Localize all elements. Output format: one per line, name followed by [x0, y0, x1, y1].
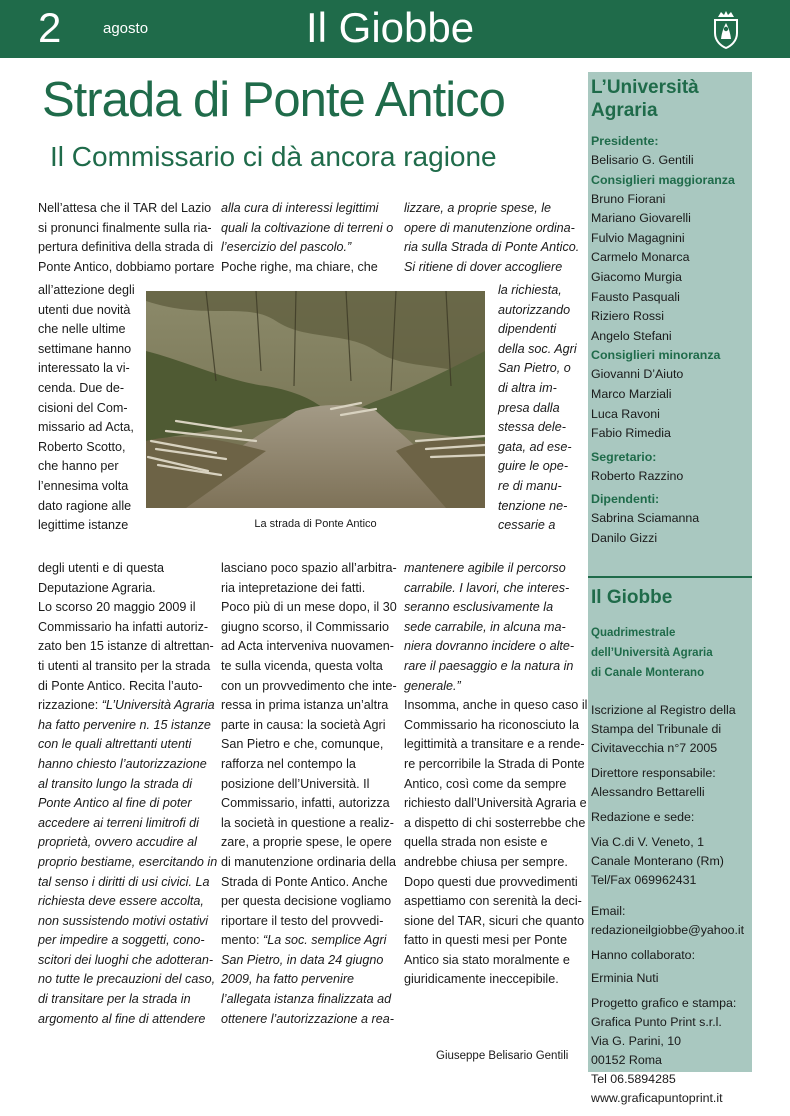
- text-span: rizzazione:: [38, 698, 102, 713]
- text-line: Dopo questi due provvedimenti: [404, 874, 578, 889]
- road-photo: [146, 291, 485, 508]
- quote-line: mantenere agibile il percorso: [404, 561, 566, 575]
- quote-line: seranno esclusivamente la: [404, 600, 554, 615]
- text-line: la società in questione a realiz-: [221, 815, 394, 830]
- page-header: [0, 0, 790, 58]
- member-name: Giacomo Murgia: [591, 269, 682, 284]
- col1-wrap-text: [38, 281, 138, 536]
- minoranza-label: Consiglieri minoranza: [591, 348, 721, 363]
- giobbe-desc: dell’Università Agraria: [591, 647, 713, 659]
- text-line: dato ragione alle: [38, 498, 132, 513]
- text-line: zare, a proprie spese, le opere: [221, 835, 392, 850]
- quote-line: proprietà, ovvero accudire al: [38, 835, 197, 850]
- text-line: Deputazione Agraria.: [38, 580, 156, 595]
- quote-line: quali la coltivazione di terreni o: [221, 220, 394, 235]
- member-name: Bruno Fiorani: [591, 191, 666, 206]
- quote-line: di altra im-: [498, 380, 557, 395]
- quote-line: tenzione ne-: [498, 498, 568, 513]
- redazione-text: Tel/Fax 069962431: [591, 873, 697, 887]
- quote-line: non sussistendo motivi ostativi: [38, 913, 209, 928]
- collaborato-name: Erminia Nuti: [591, 971, 659, 985]
- text-line: legittimità a transitare e a rende-: [404, 737, 585, 752]
- text-line: Commissario ha riconosciuto la: [404, 717, 579, 732]
- quote-line: dipendenti: [498, 322, 557, 337]
- text-line: [221, 931, 387, 951]
- col2-top-text: [221, 199, 394, 277]
- text-line: degli utenti e di questa: [38, 561, 165, 575]
- sidebar-title: Agraria: [591, 100, 658, 121]
- quote-line: di transitare per la strada in: [38, 992, 191, 1007]
- quote-line: guire le ope-: [498, 459, 569, 474]
- text-line: Strada di Ponte Antico. Anche: [221, 874, 388, 889]
- text-line: andrebbe chiusa per sempre.: [404, 854, 568, 869]
- member-name: Carmelo Monarca: [591, 250, 690, 265]
- text-line: Antico sia stato moralmente e: [404, 952, 570, 967]
- quote-line: l’esercizio del pascolo.”: [221, 240, 352, 255]
- text-line: legittime istanze: [38, 518, 129, 533]
- presidente-name: Belisario G. Gentili: [591, 153, 694, 167]
- text-line: posizione dell’Università. Il: [221, 776, 370, 791]
- quote-line: carrabile. I lavori, che interes-: [404, 580, 570, 595]
- text-line: ad Acta interveniva nuovamen-: [221, 639, 394, 654]
- maggioranza-label: Consiglieri maggioranza: [591, 172, 735, 187]
- quote-line: per impedire a soggetti, cono-: [38, 933, 205, 948]
- member-name: Riziero Rossi: [591, 309, 664, 324]
- member-name: Fabio Rimedia: [591, 426, 671, 441]
- photo-caption: La strada di Ponte Antico: [254, 518, 377, 530]
- email-label: Email:: [591, 904, 626, 918]
- text-line: lasciano poco spazio all’arbitra-: [221, 561, 397, 575]
- text-line: parte in causa: la società Agri: [221, 717, 386, 732]
- redazione-label: Redazione e sede:: [591, 810, 695, 824]
- text-line: con un provvedimento che inte-: [221, 678, 397, 693]
- text-line: rafforza nel contempo la: [221, 756, 356, 771]
- issue-month: agosto: [103, 20, 149, 37]
- member-name: Sabrina Sciamanna: [591, 511, 700, 526]
- text-line: Ponte Antico, dobbiamo portare: [38, 259, 215, 274]
- direttore-name: Alessandro Bettarelli: [591, 785, 705, 799]
- presidente-label: Presidente:: [591, 134, 659, 148]
- col3-top-text: [404, 199, 580, 277]
- sidebar-title: L’Università: [591, 77, 699, 98]
- quote-line: ria sulla Strada di Ponte Antico.: [404, 240, 580, 255]
- text-line: re percorribile la Strada di Ponte: [404, 756, 585, 771]
- text-line: che nelle ultime: [38, 322, 126, 337]
- quote-line: ha fatto pervenire n. 15 istanze: [38, 717, 211, 732]
- redazione-text: Via C.di V. Veneto, 1: [591, 835, 704, 849]
- text-line: [38, 696, 215, 716]
- member-name: Angelo Stefani: [591, 328, 672, 343]
- article-subtitle: Il Commissario ci dà ancora ragione: [50, 141, 497, 172]
- quote-line: cessarie a: [498, 518, 556, 533]
- iscrizione-text: Iscrizione al Registro della: [591, 703, 736, 717]
- quote-line: Ponte Antico al fine di poter: [38, 796, 192, 811]
- col1-main-text: [38, 559, 218, 1029]
- text-line: te sulla vicenda, questa volta: [221, 658, 383, 673]
- progetto-text: Progetto grafico e stampa:: [591, 996, 737, 1010]
- text-line: Nell’attesa che il TAR del Lazio: [38, 201, 212, 215]
- text-line: per questa decisione vogliamo: [221, 894, 392, 909]
- text-line: a dispetto di chi sosterrebbe che: [404, 815, 586, 830]
- text-line: utenti due novità: [38, 302, 131, 317]
- quote-line: no tutte le precauzioni del caso,: [38, 972, 216, 987]
- quote-line: scitori dei luoghi che adotteran-: [38, 952, 214, 967]
- dipendenti-label: Dipendenti:: [591, 492, 660, 507]
- sidebar-members: [591, 132, 751, 549]
- sidebar-colophon: [591, 586, 751, 1108]
- quote-line: lizzare, a proprie spese, le: [404, 201, 551, 215]
- quote-line: proprio bestiame, esercitando in: [38, 854, 218, 869]
- col2-main-text: [221, 559, 397, 1029]
- quote-line: autorizzando: [498, 302, 571, 317]
- text-line: all’attezione degli: [38, 283, 135, 297]
- quote-line: accedere ai terreni limitrofi di: [38, 815, 199, 830]
- giobbe-title: Il Giobbe: [591, 587, 673, 608]
- segretario-name: Roberto Razzino: [591, 468, 684, 483]
- text-line: interessato la vi-: [38, 361, 130, 376]
- sidebar-university-block: [591, 76, 751, 122]
- text-line: Poche righe, ma chiare, che: [221, 259, 378, 274]
- quote-line: opere di manutenzione ordina-: [404, 220, 575, 235]
- quote-line: San Pietro, o: [498, 361, 571, 376]
- quote-span: “L’Università Agraria: [101, 698, 215, 713]
- giobbe-desc: Quadrimestrale: [591, 627, 676, 639]
- text-line: pertura definitiva della strada di: [38, 240, 214, 255]
- text-line: San Pietro e che, comunque,: [221, 737, 384, 752]
- member-name: Luca Ravoni: [591, 406, 660, 421]
- text-line: settimane hanno: [38, 341, 132, 356]
- text-line: fatto in questi mesi per Ponte: [404, 933, 568, 948]
- quote-line: alla cura di interessi legittimi: [221, 201, 379, 215]
- text-line: ria intepretazione dei fatti.: [221, 580, 366, 595]
- col3-wrap-text: [498, 281, 577, 536]
- text-line: riportare il testo del provvedi-: [221, 913, 384, 928]
- quote-line: Si ritiene di dover accogliere: [404, 259, 563, 274]
- quote-line: tal senso i diritti di usi civici. La: [38, 874, 210, 889]
- text-line: Poco più di un mese dopo, il 30: [221, 600, 397, 615]
- quote-span: “La soc. semplice Agri: [263, 933, 387, 948]
- quote-line: argomento al fine di attendere: [38, 1011, 206, 1026]
- masthead-title: Il Giobbe: [306, 4, 475, 51]
- quote-line: al transito lungo la strada di: [38, 776, 193, 791]
- text-line: Antico, così come da sempre: [404, 776, 567, 791]
- text-line: aspettiamo con serenità la deci-: [404, 894, 582, 909]
- iscrizione-text: Stampa del Tribunale di: [591, 722, 722, 736]
- email-link[interactable]: redazioneilgiobbe@yahoo.it: [591, 923, 745, 937]
- text-line: ti utenti al transito per la strada: [38, 658, 211, 673]
- iscrizione-text: Civitavecchia n°7 2005: [591, 741, 718, 755]
- quote-line: l’allegata istanza finalizzata ad: [221, 992, 392, 1007]
- page-number: 2: [38, 4, 62, 51]
- segretario-label: Segretario:: [591, 449, 657, 464]
- quote-line: stessa dele-: [498, 420, 566, 435]
- quote-line: 2009, ha fatto pervenire: [221, 972, 355, 987]
- quote-line: con le quali altrettanti utenti: [38, 737, 192, 752]
- text-line: richiesto dall’Università Agraria e: [404, 796, 587, 811]
- website-link[interactable]: www.graficapuntoprint.it: [591, 1091, 723, 1105]
- quote-line: sede carrabile, in alcuna ma-: [404, 619, 566, 634]
- quote-line: niera dovranno incidere o alte-: [404, 639, 575, 654]
- progetto-text: Via G. Parini, 10: [591, 1034, 681, 1048]
- quote-line: la richiesta,: [498, 283, 562, 297]
- text-line: di manutenzione ordinaria della: [221, 854, 397, 869]
- quote-line: gata, ad ese-: [498, 439, 572, 454]
- text-line: che hanno per: [38, 459, 119, 474]
- progetto-text: Grafica Punto Print s.r.l.: [591, 1015, 722, 1029]
- member-name: Giovanni D’Aiuto: [591, 367, 684, 382]
- text-line: Roberto Scotto,: [38, 439, 126, 454]
- text-line: missario ad Acta,: [38, 420, 134, 435]
- text-line: giugno scorso, il Commissario: [221, 619, 389, 634]
- crest-icon: [712, 9, 740, 49]
- text-line: cenda. Due de-: [38, 380, 125, 395]
- text-line: Lo scorso 20 maggio 2009 il: [38, 600, 196, 615]
- progetto-text: Tel 06.5894285: [591, 1072, 676, 1086]
- member-name: Fulvio Magagnini: [591, 230, 685, 245]
- article-title: Strada di Ponte Antico: [42, 73, 505, 127]
- quote-line: hanno chiesto l’autorizzazione: [38, 756, 207, 771]
- text-line: si pronunci finalmente sulla ria-: [38, 220, 212, 235]
- quote-line: ottenere l’autorizzazione a rea-: [221, 1011, 394, 1026]
- sidebar-divider: [588, 576, 752, 578]
- text-line: cisioni del Com-: [38, 400, 128, 415]
- article-author: Giuseppe Belisario Gentili: [436, 1050, 569, 1062]
- member-name: Marco Marziali: [591, 386, 672, 401]
- redazione-text: Canale Monterano (Rm): [591, 854, 724, 868]
- text-line: giuridicamente ineccepibile.: [404, 972, 559, 987]
- quote-line: della soc. Agri: [498, 341, 577, 356]
- collaborato-label: Hanno collaborato:: [591, 948, 696, 962]
- text-line: di Ponte Antico. Recita l’auto-: [38, 678, 203, 693]
- text-line: l’ennesima volta: [38, 478, 129, 493]
- quote-line: rare il paesaggio e la natura in: [404, 658, 574, 673]
- text-line: sione del TAR, sicuri che quanto: [404, 913, 585, 928]
- text-line: quella strada non esiste e: [404, 835, 548, 850]
- progetto-text: 00152 Roma: [591, 1053, 662, 1067]
- member-name: Fausto Pasquali: [591, 289, 680, 304]
- text-line: ressa in prima istanza un’altra: [221, 698, 389, 713]
- text-line: Insomma, anche in queso caso il: [404, 698, 588, 713]
- quote-line: San Pietro, in data 24 giugno: [221, 952, 384, 967]
- quote-line: re di manu-: [498, 478, 562, 493]
- text-line: Commissario, infatti, autorizza: [221, 796, 390, 811]
- quote-line: generale.”: [404, 678, 461, 693]
- sidebar: [588, 72, 752, 1105]
- text-line: Commissario ha infatti autoriz-: [38, 619, 209, 634]
- member-name: Danilo Gizzi: [591, 530, 658, 545]
- member-name: Mariano Giovarelli: [591, 211, 691, 226]
- giobbe-desc: di Canale Monterano: [591, 667, 705, 679]
- col3-main-text: [404, 559, 588, 990]
- text-line: zato ben 15 istanze di altrettan-: [38, 639, 214, 654]
- direttore-label: Direttore responsabile:: [591, 766, 716, 780]
- col1-top-text: [38, 199, 215, 277]
- quote-line: richiesta deve essere accolta,: [38, 894, 204, 909]
- quote-line: presa dalla: [498, 400, 560, 415]
- text-span: mento:: [221, 933, 263, 948]
